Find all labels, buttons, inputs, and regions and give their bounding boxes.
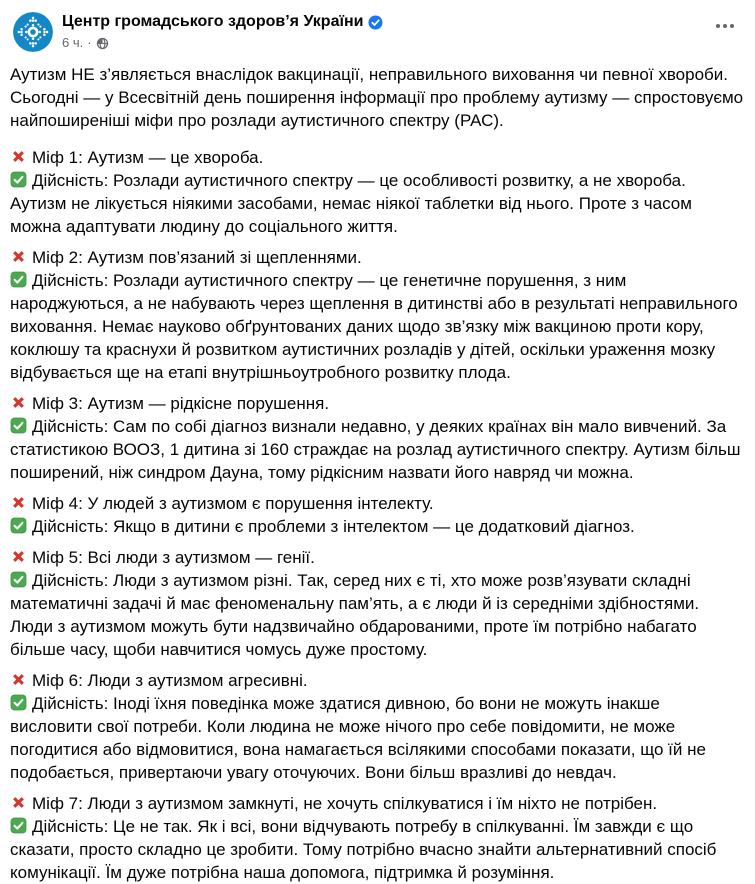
ellipsis-icon: [715, 22, 735, 30]
myth-title: Міф 1: Аутизм — це хвороба.: [32, 148, 264, 167]
fact-line: [10, 269, 746, 384]
fact-text: Дійсність: Це не так. Як і всі, вони відчувають потребу в спілкуванні. Їм завжди є що сказати, просто складно це зробити. Тому потрібно вчасно знайти альтернативний спосіб комунікації. Їм дуже потрібна наша допомога, підтримка й розуміння.: [10, 817, 717, 882]
post-timestamp[interactable]: 6 ч.: [62, 35, 84, 50]
myth-title: Міф 3: Аутизм — рідкісне порушення.: [32, 394, 330, 413]
myth-line: [10, 246, 746, 269]
cross-mark-icon: [10, 248, 27, 265]
cross-mark-icon: [10, 494, 27, 511]
post-body: [0, 56, 755, 884]
myths-list: [10, 146, 746, 884]
fact-text: Дійсність: Якщо в дитини є проблеми з інтелектом — це додатковий діагноз.: [32, 517, 635, 536]
cross-mark-icon: [10, 671, 27, 688]
header-info: [62, 12, 711, 51]
myth-title: Міф 2: Аутизм пов’язаний зі щепленнями.: [32, 248, 362, 267]
verified-badge-icon: [368, 15, 383, 30]
myth-line: [10, 792, 746, 815]
post-intro-text: Аутизм НЕ з’являється внаслідок вакцинації, неправильного виховання чи певної хвороби. Сьогодні — у Всесвітній день поширення інформації про проблему аутизму — спростовуємо найпоширеніші міфи про розлади аутистичного спектру (РАС).: [10, 65, 744, 130]
post-meta: [62, 35, 711, 51]
check-mark-icon: [10, 817, 27, 834]
fact-line: [10, 692, 746, 784]
cross-mark-icon: [10, 794, 27, 811]
fact-line: [10, 169, 746, 238]
myth-line: [10, 669, 746, 692]
fact-line: [10, 415, 746, 484]
fact-text: Дійсність: Люди з аутизмом різні. Так, серед них є ті, хто може розв’язувати складні математичні задачі й має феноменальну пам’ять, а є люди й із середніми здібностями. Люди з аутизмом можуть бути надзвичайно обдарованими, проте їм потрібно набагато більше часу, щоби навчитися чомусь дуже простому.: [10, 571, 700, 659]
myth-block: [10, 246, 746, 384]
more-options-button[interactable]: [711, 14, 739, 38]
meta-separator: ·: [87, 35, 92, 50]
fact-text: Дійсність: Розлади аутистичного спектру — це особливості розвитку, а не хвороба. Аутизм не лікується ніякими засобами, немає ніякої таблетки від нього. Проте з часом можна адаптувати людину до соціального життя.: [10, 171, 692, 236]
fact-text: Дійсність: Розлади аутистичного спектру — це генетичне порушення, з ним народжуються, а не набувають через щеплення в дитинстві або в результаті неправильного виховання. Немає науково обґрунтованих даних щодо зв’язку між вакциною проти кору, коклюшу та краснухи й розвитком аутистичних розладів у дітей, оскільки ураження мозку відбувається ще на етапі внутрішньоутробного розвитку плода.: [10, 271, 738, 382]
myth-block: [10, 146, 746, 238]
check-mark-icon: [10, 517, 27, 534]
fact-text: Дійсність: Іноді їхня поведінка може здатися дивною, бо вони не можуть інакше висловити свої потреби. Коли людина не може нічого про себе повідомити, не може погодитися або відмовитися, вона намагається всілякими способами показати, що їй не подобається, привертаючи увагу оточуючих. Вони більш вразливі до невдач.: [10, 694, 706, 782]
myth-title: Міф 6: Люди з аутизмом агресивні.: [32, 671, 308, 690]
myth-line: [10, 392, 746, 415]
cross-mark-icon: [10, 394, 27, 411]
check-mark-icon: [10, 417, 27, 434]
myth-line: [10, 492, 746, 515]
myth-title: Міф 4: У людей з аутизмом є порушення інтелекту.: [32, 494, 434, 513]
myth-line: [10, 146, 746, 169]
check-mark-icon: [10, 171, 27, 188]
myth-title: Міф 5: Всі люди з аутизмом — генії.: [32, 548, 315, 567]
cross-mark-icon: [10, 548, 27, 565]
myth-block: [10, 392, 746, 484]
myth-block: [10, 492, 746, 538]
cross-mark-icon: [10, 148, 27, 165]
fact-line: [10, 815, 746, 884]
page-avatar[interactable]: [13, 12, 53, 52]
check-mark-icon: [10, 271, 27, 288]
page-name-link[interactable]: Центр громадського здоров’я України: [62, 13, 364, 30]
fact-text: Дійсність: Сам по собі діагноз визнали недавно, у деяких країнах він мало вивчений. За статистикою ВООЗ, 1 дитина зі 160 страждає на розлад аутистичного спектру. Аутизм більш поширений, ніж синдром Дауна, тому рідкісним назвати його навряд чи можна.: [10, 417, 741, 482]
myth-block: [10, 792, 746, 884]
myth-block: [10, 669, 746, 784]
myth-block: [10, 546, 746, 661]
check-mark-icon: [10, 571, 27, 588]
check-mark-icon: [10, 694, 27, 711]
fact-line: [10, 569, 746, 661]
post-header: [0, 0, 755, 56]
public-globe-icon: [96, 37, 109, 50]
fact-line: [10, 515, 746, 538]
myth-line: [10, 546, 746, 569]
myth-title: Міф 7: Люди з аутизмом замкнуті, не хочуть спілкуватися і їм ніхто не потрібен.: [32, 794, 658, 813]
